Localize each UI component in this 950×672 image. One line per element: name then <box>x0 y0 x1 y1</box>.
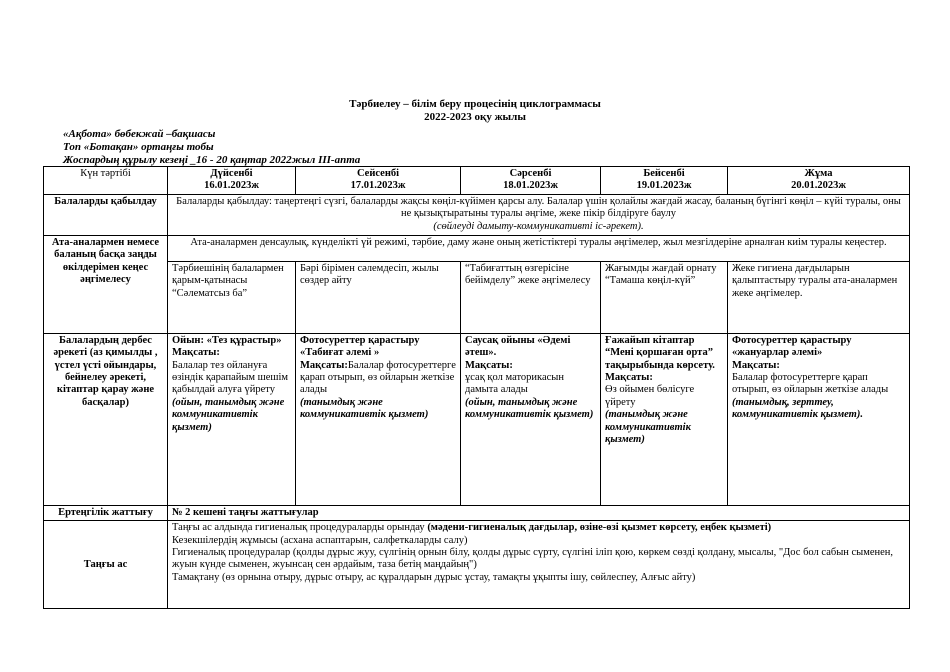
table-header-row <box>44 167 910 195</box>
col-header-day <box>728 167 910 195</box>
activity-goal-label: Мақсаты: <box>605 372 653 384</box>
kindergarten-name: «Ақбота» бөбекжай –бақшасы <box>63 128 216 140</box>
parents-day-cell: Тәрбиешінің балалармен қарым-қатынасы “Сәлематсыз ба” <box>168 261 296 333</box>
day-name: Сейсенбі <box>356 168 400 179</box>
plan-period: Жоспардың құрылу кезеңі _16 - 20 қаңтар 2022жыл ІІІ-апта <box>63 154 361 166</box>
exercise-row <box>44 505 910 520</box>
cyclogram-table <box>43 166 910 609</box>
col-header-day <box>601 167 728 195</box>
breakfast-line2: Кезекшілердің жұмысы (асхана аспаптарын, салфеткаларды салу) <box>172 534 468 546</box>
row-label: Ата-аналармен немесе баланың басқа заңды өкілдерімен кеңес әңгімелесу <box>44 235 168 333</box>
activity-goal: Балалар фотосуреттерге қарап отырып, өз ойларын жеткізе алады <box>300 359 456 396</box>
day-date: 17.01.2023ж <box>350 180 406 192</box>
activity-note: (ойын, танымдық және коммуникативтік қызмет) <box>172 396 285 433</box>
doc-title: Тәрбиелеу – білім беру процесінің циклограммасы <box>349 98 601 110</box>
parents-day-cell: Бәрі бірімен сәлемдесіп, жылы сөздер айту <box>296 261 461 333</box>
activity-goal-label: Мақсаты: <box>465 359 513 371</box>
col-header-label: Күн тәртібі <box>80 168 131 179</box>
day-name: Сәрсенбі <box>509 168 552 179</box>
day-date: 16.01.2023ж <box>204 180 259 192</box>
activity-goal-label: Мақсаты: <box>732 359 780 371</box>
activity-title: Ойын: «Тез құрастыр» <box>172 334 282 346</box>
col-header-day <box>461 167 601 195</box>
breakfast-line1-skills: (мәдени-гигиеналық дағдылар, өзіне-өзі қызмет көрсету, еңбек қызметі) <box>427 522 772 534</box>
row-label: Балаларды қабылдау <box>44 194 168 235</box>
breakfast-line4: Тамақтану (өз орнына отыру, дұрыс отыру, ас құралдарын дұрыс ұстау, тамақты ұқыпты ішу, сөйлеспеу, Алғыс айту) <box>172 571 696 583</box>
day-date: 18.01.2023ж <box>503 180 558 192</box>
activity-day-cell <box>296 333 461 505</box>
parents-day-cell: “Табиғаттың өзгерісіне бейімделу” жеке әңгімелесу <box>461 261 601 333</box>
parents-common-text: Ата-аналармен денсаулық, күнделікті үй режимі, тәрбие, даму және оның жетістіктері туралы әңгімелер, жыл мезгілдеріне арналған киім туралы кеңестер. <box>168 235 910 261</box>
col-header-day <box>296 167 461 195</box>
activity-day-cell <box>728 333 910 505</box>
activity-goal-label: Мақсаты: <box>300 359 348 371</box>
activity-title: Фотосуреттер қарастыру «жануарлар әлемі» <box>732 334 852 359</box>
reception-text: Балаларды қабылдау: таңертеңгі сүзгі, балаларды жақсы көңіл-күйімен қарсы алу. Балалар үшін қолайлы жағдай жасау, баланың бүгінгі көңіл – күйі туралы, оны не қызықтыратыны туралы әңгіме, жеке пікір білдіруге баулу <box>176 195 901 220</box>
activity-title: Саусақ ойыны «Әдемі әтеш». <box>465 334 571 359</box>
breakfast-line3: Гигиеналық процедуралар (қолды дұрыс жуу, сүлгінің орнын білу, қолды дұрыс сүрту, сүлгіні іліп қою, көркем сөзді қолдану, мысалы, "Дос бол сабын сыменен, жуын күнде сыменен, жуынсаң сен әрдайым, таза бетің маңдайың") <box>172 547 894 571</box>
doc-year: 2022-2023 оқу жылы <box>424 111 526 123</box>
exercise-text: № 2 кешені таңғы жаттығулар <box>168 505 910 520</box>
parents-day-cell: Жеке гигиена дағдыларын қалыптастыру туралы ата-аналармен жеке әңгімелер. <box>728 261 910 333</box>
breakfast-text-cell <box>168 521 910 609</box>
activity-goal: ұсақ қол маторикасын дамыта алады <box>465 372 564 396</box>
activity-note: (танымдық, зерттеу, коммуникативтік қызмет). <box>732 396 863 421</box>
activity-row <box>44 333 910 505</box>
day-name: Жұма <box>804 168 833 179</box>
activity-goal: Балалар фотосуреттерге қарап отырып, өз ойларын жеткізе алады <box>732 372 889 396</box>
parents-day-cell: Жағымды жағдай орнату “Тамаша көңіл-күй” <box>601 261 728 333</box>
activity-title: Ғажайып кітаптар “Мені қоршаған орта” тақырыбында көрсету. <box>605 334 715 371</box>
activity-note: (танымдық және коммуникативтік қызмет) <box>605 409 691 446</box>
reception-text-cell <box>168 194 910 235</box>
activity-note: (ойын, танымдық және коммуникативтік қызмет) <box>465 396 594 421</box>
group-name: Топ «Ботақан» ортаңғы тобы <box>63 141 214 153</box>
day-name: Бейсенбі <box>643 168 685 179</box>
activity-day-cell <box>168 333 296 505</box>
breakfast-line1: Таңғы ас алдында гигиеналық процедураларды орындау <box>172 522 428 534</box>
col-header-day <box>168 167 296 195</box>
row-label: Балалардың дербес әрекеті (аз қимылды , үстел үсті ойындары, бейнелеу әрекеті, кітаптар қарау және басқалар) <box>44 333 168 505</box>
col-header-schedule <box>44 167 168 195</box>
reception-row <box>44 194 910 235</box>
reception-note: (сөйлеуді дамыту-коммуникативті іс-әрекет). <box>433 220 644 232</box>
breakfast-label: Таңғы ас <box>83 558 128 570</box>
day-date: 20.01.2023ж <box>791 180 846 192</box>
row-label <box>44 521 168 609</box>
activity-goal-label: Мақсаты: <box>172 347 220 359</box>
parents-days-row <box>44 261 910 333</box>
activity-day-cell <box>601 333 728 505</box>
activity-note: (танымдық және коммуникативтік қызмет) <box>300 396 429 421</box>
activity-goal: Өз ойымен бөлісуге үйрету <box>605 384 695 408</box>
day-name: Дүйсенбі <box>210 168 253 179</box>
activity-day-cell <box>461 333 601 505</box>
day-date: 19.01.2023ж <box>636 180 692 192</box>
breakfast-row <box>44 521 910 609</box>
row-label: Ертеңгілік жаттығу <box>44 505 168 520</box>
activity-title: Фотосуреттер қарастыру «Табиғат әлемі » <box>300 334 420 359</box>
activity-goal: Балалар тез ойлануға өзіндік қарапайым шешім қабылдай алуға үйрету <box>172 359 289 396</box>
parents-common-row <box>44 235 910 261</box>
